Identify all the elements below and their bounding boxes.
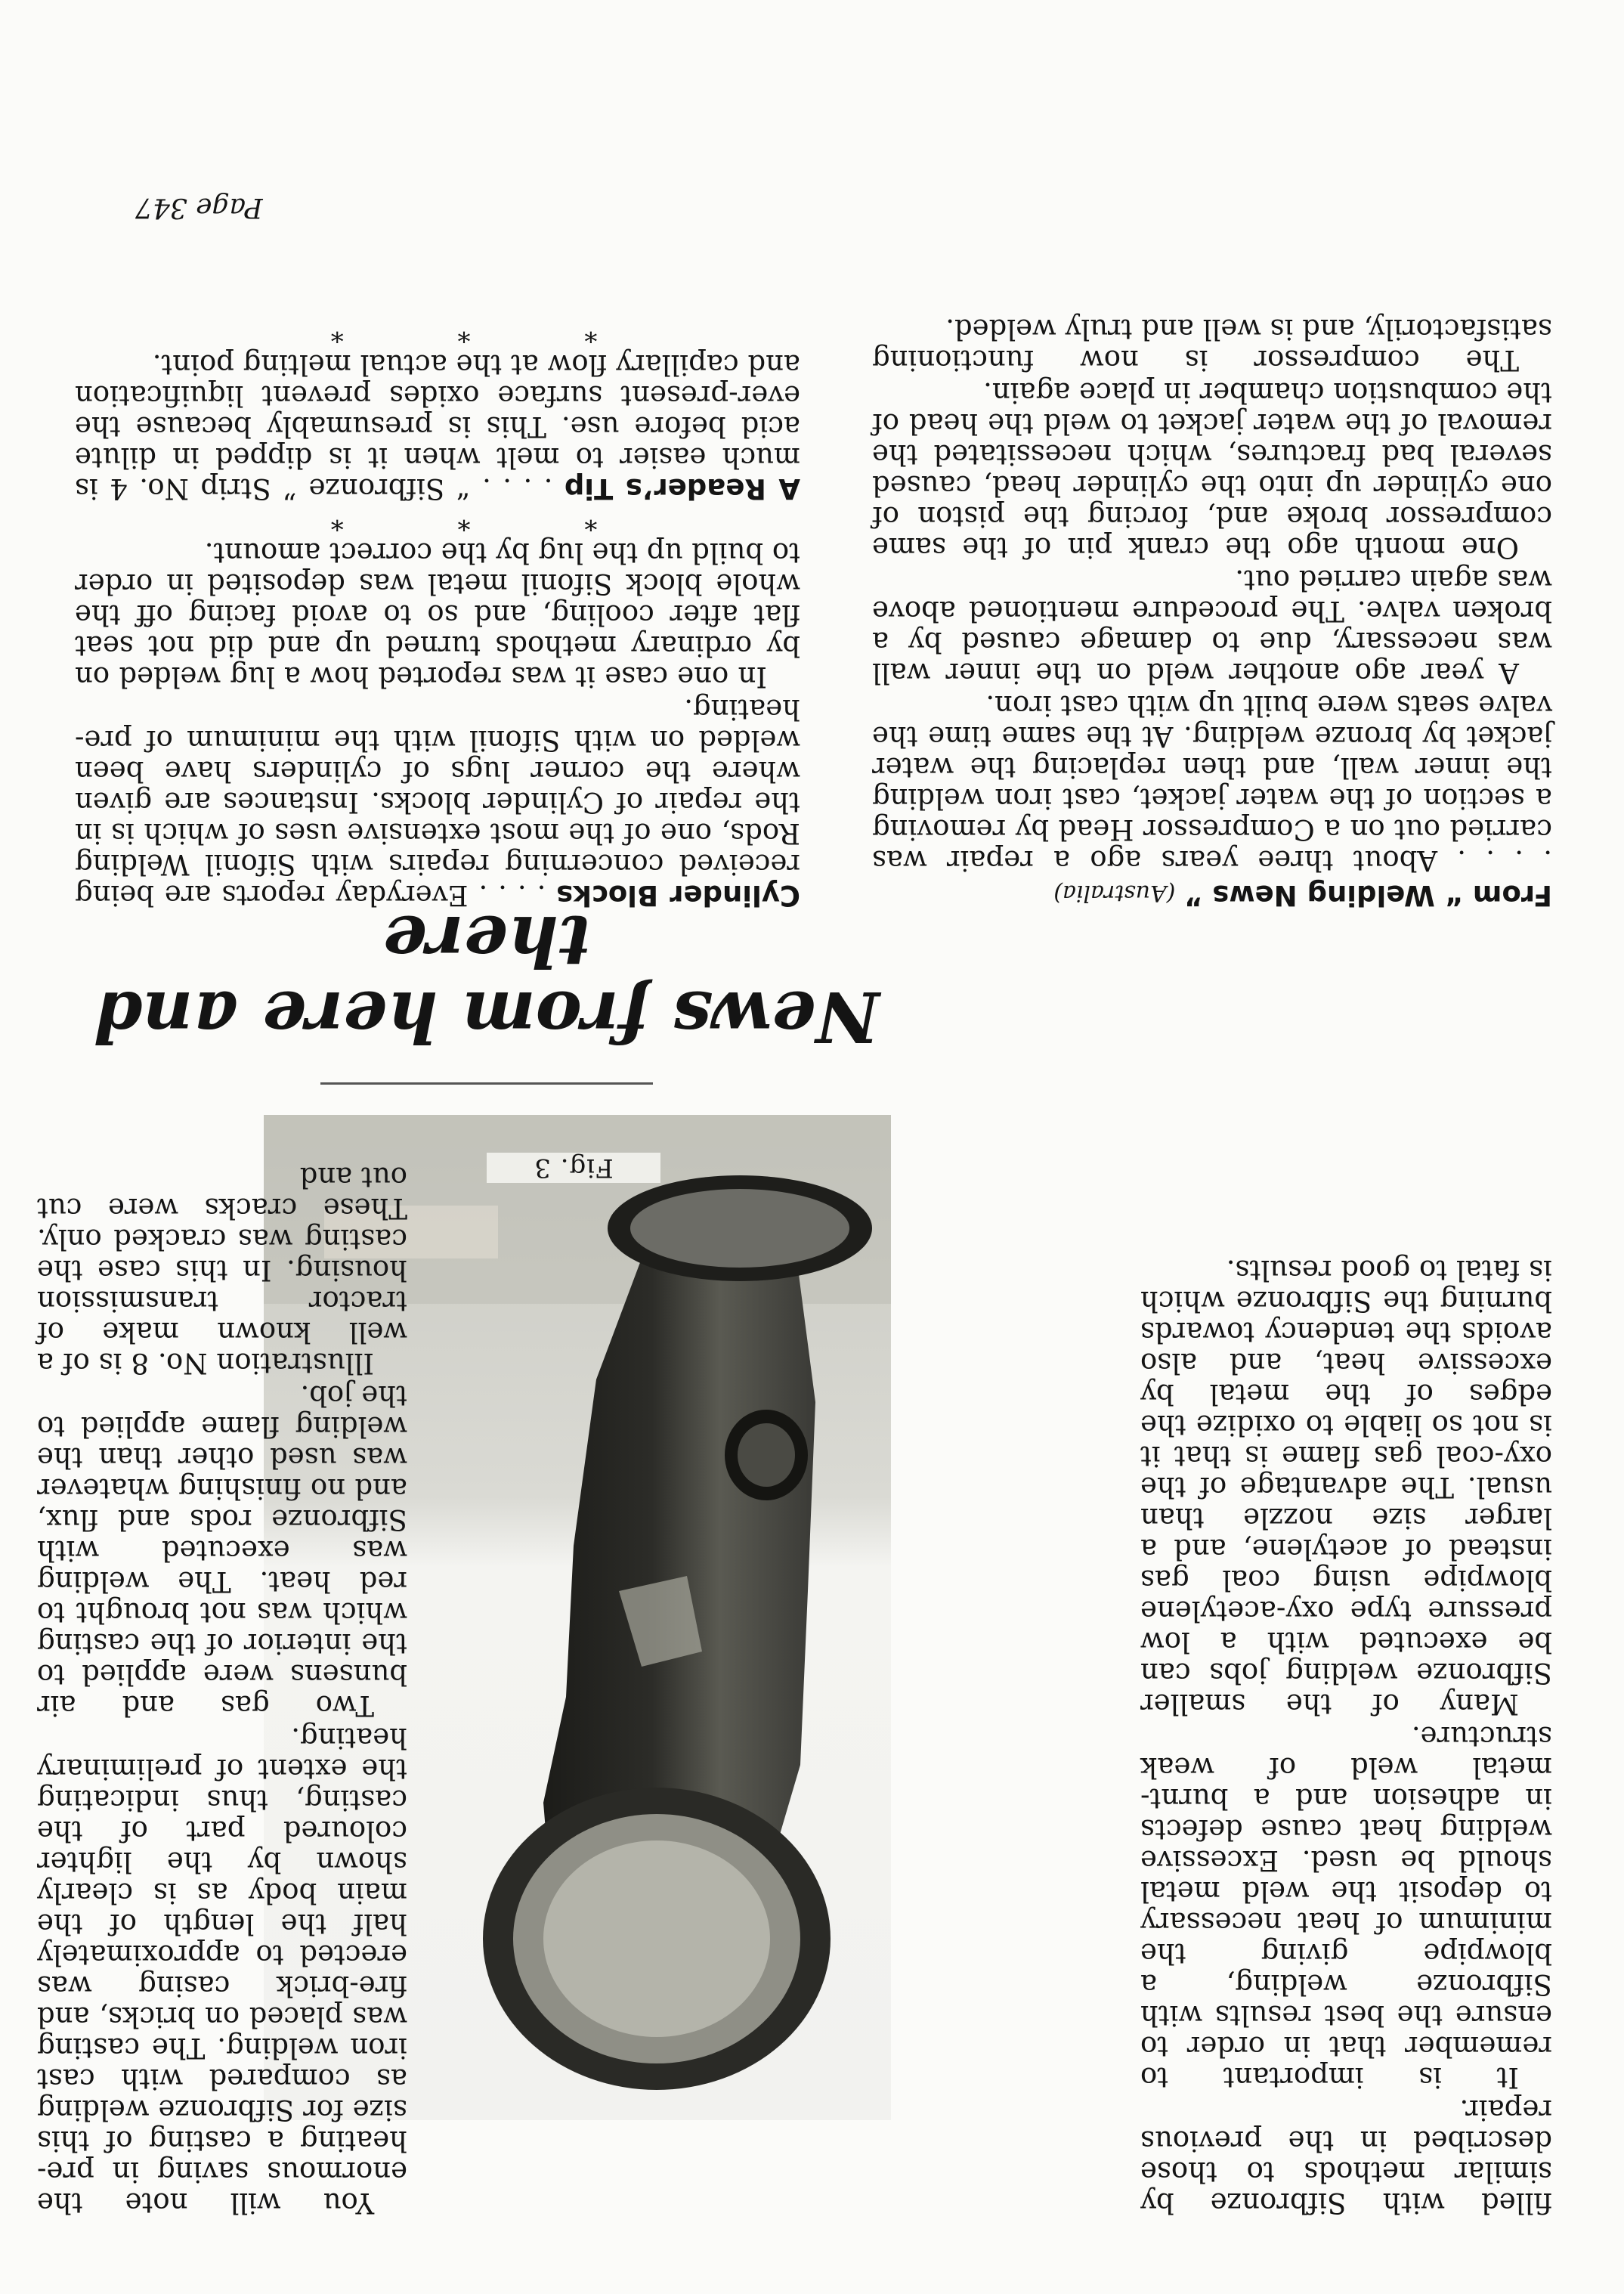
column-right-bottom: [75, 317, 800, 911]
paragraph: Illustration No. 8 is of a well known make of tractor transmission housing. In this case the casting was cracked only. These cracks were cut out and: [37, 1161, 407, 1379]
paragraph: Many of the smaller Sifbronze welding jobs can be executed with a low pressure type oxy-acetylene blowpipe using coal gas instead of acetylene, and a larger size nozzle than usual. The advantage of the oxy-coal gas flame is that it is not so liable to oxidize the edges of the metal by excessive heat, and also avoids the tendency towards burning the Sifbronze which is fatal to good results.: [1140, 1254, 1552, 1720]
heading-text: From “ Welding News ”: [1184, 879, 1552, 912]
paragraph: A year ago another weld on the inner wall was necessary, due to damage caused by a broken valve. The procedure mentioned above was again carried out.: [872, 564, 1552, 689]
section-divider: * * *: [277, 506, 598, 536]
paragraph: It is important to remember that in order to ensure the best results with Sifbronze welding, a blowpipe giving the minimum of heat necessary to deposit the weld metal should be used. Excessive welding heat cause defects in adhesion and a burnt-metal weld of weak structure.: [1140, 1720, 1552, 2094]
figure-caption: Fig. 3: [487, 1153, 660, 1183]
page-number: Page 347: [135, 192, 263, 223]
paragraph: You will note the enormous saving in pre-heating a casting of this size for Sifbronze welding as compared with cast iron welding. The casting was placed on bricks, and fire-brick casing was erected to approximately half the length of the main body as is clearly shown by the lighter coloured part of the casting, thus indicating the extent of preliminary heating.: [37, 1722, 407, 2219]
paragraph: filled with Sifbronze by similar methods to those described in the previous repair.: [1140, 2094, 1552, 2219]
run-in-heading: Cylinder Blocks: [556, 879, 800, 912]
section-divider: * * *: [277, 317, 598, 348]
headline: News from here and there: [94, 900, 880, 1057]
column-left-top: [1140, 1255, 1552, 2218]
column-right-top: [37, 1162, 407, 2218]
heading-note: (Australia): [1053, 880, 1176, 906]
paragraph: The compressor is now functioning satisfactorily, and is well and truly welded.: [872, 313, 1552, 376]
paragraph: . . . . About three years ago a repair was carried out on a Compressor Head by removing a section of the water jacket, cast iron welding the inner wall, and then replacing the water jacket by bronze welding. At the same time the valve seats were built up with cast iron.: [872, 689, 1552, 877]
paragraph-text: . . . . Everyday reports are being received concerning repairs with Sifonil Welding Rods, one of the most extensive uses of which is in the repair of Cylinder blocks. Instances are given where the corner lugs of cylinders have been welded on with Sifonil with the minimum of pre-heating.: [75, 693, 800, 912]
paragraph: [75, 694, 800, 911]
paragraph: [75, 349, 800, 504]
paragraph: In one case it was reported how a lug welded on by ordinary methods turned up and did not seat flat after cooling, and so to avoid facing off the whole block Sifonil metal was deposited in order to build up the lug by the correct amount.: [75, 537, 800, 693]
paragraph-text: . . . . “ Sifbronze ” Strip No. 4 is much easier to melt when it is dipped in dilute acid before use. This is presumably because the ever-present surface oxides prevent liquification and capillary flow at the actual melting point.: [74, 348, 800, 505]
run-in-heading: A Reader’s Tip: [564, 472, 800, 505]
paragraph: Two gas and air bunsens were applied to the interior of the casting which was not brought to red heat. The welding was executed with Sifbronze rods and flux, and no finishing whatever was used other than the welding flame applied to the job.: [37, 1379, 407, 1722]
column-left-bottom: [872, 314, 1552, 911]
section-heading: [872, 878, 1552, 911]
headline-rule: [320, 1082, 653, 1085]
paragraph: One month ago the crank pin of the same compressor broke and, forcing the piston of one cylinder up into the cylinder head, caused several bad fractures, which necessitated the removal of the water jacket to weld the head of the combustion chamber in place again.: [872, 376, 1552, 564]
